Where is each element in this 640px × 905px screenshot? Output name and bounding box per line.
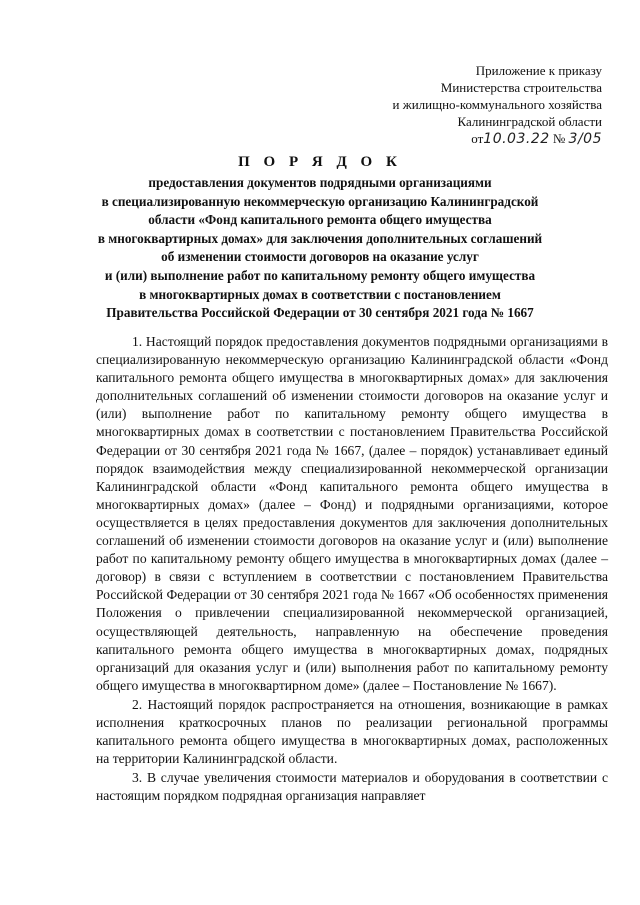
number-prefix: № xyxy=(552,131,566,146)
title-line: Правительства Российской Федерации от 30 сентября 2021 года № 1667 xyxy=(106,305,534,321)
paragraph-2: 2. Настоящий порядок распространяется на отношения, возникающие в рамках исполнения краткосрочных планов по реализации региональной программы капитального ремонта общего имущества в многоквартирных домах, расположенных на территории Калининградской области. xyxy=(96,696,608,767)
annex-line: и жилищно-коммунального хозяйства xyxy=(392,97,602,112)
title-line: предоставления документов подрядными организациями xyxy=(148,175,492,190)
annex-line: Калининградской области xyxy=(457,114,602,129)
handwritten-date: 10.03.22 xyxy=(483,131,550,147)
title-line: области «Фонд капитального ремонта общего имущества xyxy=(148,212,492,228)
title-line: и (или) выполнение работ по капитальному ремонту общего имущества xyxy=(104,267,536,283)
annex-date-line xyxy=(302,130,602,148)
title-line: в многоквартирных домах» для заключения дополнительных соглашений xyxy=(97,230,543,246)
title-heading: П О Р Я Д О К xyxy=(238,154,402,170)
title-line: в многоквартирных домах в соответствии с постановлением xyxy=(139,286,501,302)
annex-line: Приложение к приказу xyxy=(475,63,602,78)
title-line: в специализированную некоммерческую организацию Калининградской xyxy=(101,193,539,209)
paragraph-3: 3. В случае увеличения стоимости материалов и оборудования в соответствии с настоящим порядком подрядная организация направляет xyxy=(96,770,608,804)
annex-block xyxy=(302,62,602,148)
date-prefix: от xyxy=(471,131,484,146)
paragraph-1: 1. Настоящий порядок предоставления документов подрядными организациями в специализированную некоммерческую организацию Калининградской области «Фонд капитального ремонта общего имущества в многоквартирных домах» для заключения дополнительных соглашений об изменении стоимости договоров на оказание услуг и (или) выполнение работ по капитальному ремонту общего имущества в многоквартирных домах в соответствии с постановлением Правительства Российской Федерации от 30 сентября 2021 года № 1667, (далее – порядок) устанавливает единый порядок взаимодействия между специализированной некоммерческой организации Калининградской области «Фонд капитального ремонта общего имущества в многоквартирных домах» (далее – Фонд) и подрядными организациями, которое осуществляется в целях предоставления документов для заключения дополнительных соглашений об изменении стоимости договоров на оказание услуг и (или) выполнение работ по капитальному ремонту общего имущества в многоквартирных домах (далее – договор) в связи с вступлением в соответствии с постановлением Правительства Российской Федерации от 30 сентября 2021 года № 1667 «Об особенностях применения Положения о привлечении специализированной некоммерческой организацией, осуществляющей деятельность, направленную на обеспечение проведения капитального ремонта общего имущества в многоквартирных домах, подрядных организаций для оказания услуг и (или) выполнения работ по капитальному ремонту общего имущества в многоквартирном доме» (далее – Постановление № 1667). xyxy=(96,334,608,693)
annex-line: Министерства строительства xyxy=(440,80,602,95)
title-line: об изменении стоимости договоров на оказание услуг xyxy=(161,249,479,265)
document-body xyxy=(96,333,608,805)
handwritten-number: 3/05 xyxy=(568,131,602,147)
document-title xyxy=(70,152,570,323)
